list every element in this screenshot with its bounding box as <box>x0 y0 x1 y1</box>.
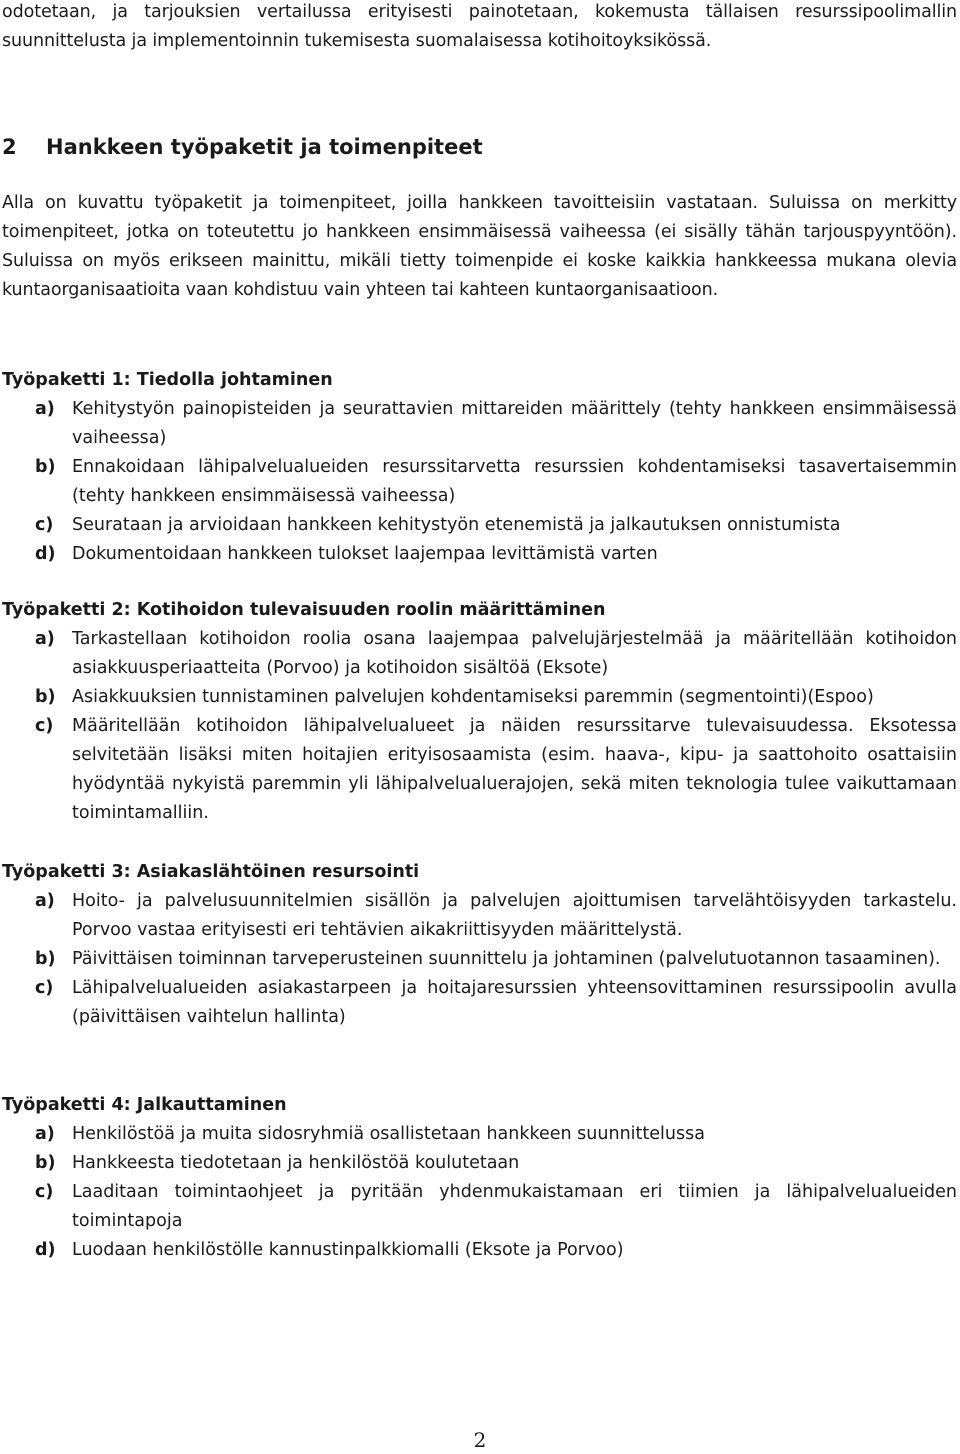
list-marker: b) <box>35 687 56 707</box>
list-item-text: Ennakoidaan lähipalvelualueiden resurssitarvetta resurssien kohdentamiseksi tasavertaisemmin (tehty hankkeen ensimmäisessä vaiheessa) <box>72 457 957 506</box>
list-item <box>2 683 957 712</box>
list-item <box>2 712 957 828</box>
list-marker: d) <box>35 1240 56 1260</box>
list-item-text: Päivittäisen toiminnan tarveperusteinen suunnittelu ja johtaminen (palvelutuotannon tasaaminen). <box>72 949 941 969</box>
list-item-text: Dokumentoidaan hankkeen tulokset laajempaa levittämistä varten <box>72 544 658 564</box>
workpackage-title: Työpaketti 1: Tiedolla johtaminen <box>2 370 333 390</box>
section-intro-paragraph: Alla on kuvattu työpaketit ja toimenpiteet, joilla hankkeen tavoitteisiin vastataan. Suluissa on merkitty toimenpiteet, jotka on toteutettu jo hankkeen ensimmäisessä vaiheessa (ei sisälly tähän tarjouspyyntöön). Suluissa on myös erikseen mainittu, mikäli tietty toimenpide ei koske kaikkia hankkeessa mukana olevia kuntaorganisaatioita vaan kohdistuu vain yhteen tai kahteen kuntaorganisaatioon. <box>2 193 957 300</box>
list-item-text: Tarkastellaan kotihoidon roolia osana laajempaa palvelujärjestelmää ja määritellään kotihoidon asiakkuusperiaatteita (Porvoo) ja kotihoidon sisältöä (Eksote) <box>72 629 957 678</box>
list-marker: b) <box>35 457 56 477</box>
list-item <box>2 511 957 540</box>
list-item-text: Hoito- ja palvelusuunnitelmien sisällön ja palvelujen ajoittumisen tarvelähtöisyyden tarkastelu. Porvoo vastaa erityisesti eri tehtävien aikakriittisyyden määrittelystä. <box>72 891 957 940</box>
list-marker: a) <box>35 399 55 419</box>
list-item-text: Asiakkuuksien tunnistaminen palvelujen kohdentamiseksi paremmin (segmentointi)(Espoo) <box>72 687 874 707</box>
list-item-text: Luodaan henkilöstölle kannustinpalkkiomalli (Eksote ja Porvoo) <box>72 1240 624 1260</box>
list-marker: b) <box>35 1153 56 1173</box>
list-marker: d) <box>35 544 56 564</box>
workpackage-title: Työpaketti 4: Jalkauttaminen <box>2 1095 287 1115</box>
list-item <box>2 887 957 945</box>
list-item <box>2 453 957 511</box>
section-heading <box>2 131 483 163</box>
list-marker: c) <box>35 978 54 998</box>
list-item-text: Laaditaan toimintaohjeet ja pyritään yhdenmukaistamaan eri tiimien ja lähipalvelualueiden toimintapoja <box>72 1182 957 1231</box>
list-item <box>2 540 957 569</box>
workpackage-title: Työpaketti 3: Asiakaslähtöinen resursointi <box>2 862 420 882</box>
list-item-text: Määritellään kotihoidon lähipalvelualueet ja näiden resurssitarve tulevaisuudessa. Eksotessa selvitetään lisäksi miten hoitajien erityisosaamista (esim. haava-, kipu- ja saattohoito osattaisiin hyödyntää nykyistä paremmin yli lähipalvelualuerajojen, sekä miten teknologia tulee vaikuttamaan toimintamalliin. <box>72 716 957 823</box>
workpackage-title: Työpaketti 2: Kotihoidon tulevaisuuden roolin määrittäminen <box>2 600 606 620</box>
section-title: Hankkeen työpaketit ja toimenpiteet <box>46 135 483 159</box>
workpackage-1 <box>2 366 957 569</box>
list-item <box>2 974 957 1032</box>
list-item-text: Seurataan ja arvioidaan hankkeen kehitystyön etenemistä ja jalkautuksen onnistumista <box>72 515 841 535</box>
section-number: 2 <box>2 135 17 159</box>
list-item <box>2 1178 957 1236</box>
list-item-text: Lähipalvelualueiden asiakastarpeen ja hoitajaresurssien yhteensovittaminen resurssipoolin avulla (päivittäisen vaihtelun hallinta) <box>72 978 957 1027</box>
list-marker: b) <box>35 949 56 969</box>
list-item-text: Hankkeesta tiedotetaan ja henkilöstöä koulutetaan <box>72 1153 520 1173</box>
list-item-text: Henkilöstöä ja muita sidosryhmiä osallistetaan hankkeen suunnittelussa <box>72 1124 705 1144</box>
list-item <box>2 625 957 683</box>
page-number: 2 <box>473 1428 487 1452</box>
intro-paragraph-continued: odotetaan, ja tarjouksien vertailussa erityisesti painotetaan, kokemusta tällaisen resurssipoolimallin suunnittelusta ja implementoinnin tukemisesta suomalaisessa kotihoitoyksikössä. <box>2 2 957 51</box>
workpackage-3 <box>2 858 957 1032</box>
list-item <box>2 945 957 974</box>
list-marker: c) <box>35 716 54 736</box>
list-item <box>2 1149 957 1178</box>
workpackage-2 <box>2 596 957 828</box>
workpackage-4 <box>2 1091 957 1265</box>
list-marker: c) <box>35 515 54 535</box>
list-item-text: Kehitystyön painopisteiden ja seurattavien mittareiden määrittely (tehty hankkeen ensimmäisessä vaiheessa) <box>72 399 957 448</box>
list-item <box>2 1120 957 1149</box>
list-item <box>2 1236 957 1265</box>
list-marker: c) <box>35 1182 54 1202</box>
list-item <box>2 395 957 453</box>
list-marker: a) <box>35 629 55 649</box>
list-marker: a) <box>35 891 55 911</box>
list-marker: a) <box>35 1124 55 1144</box>
